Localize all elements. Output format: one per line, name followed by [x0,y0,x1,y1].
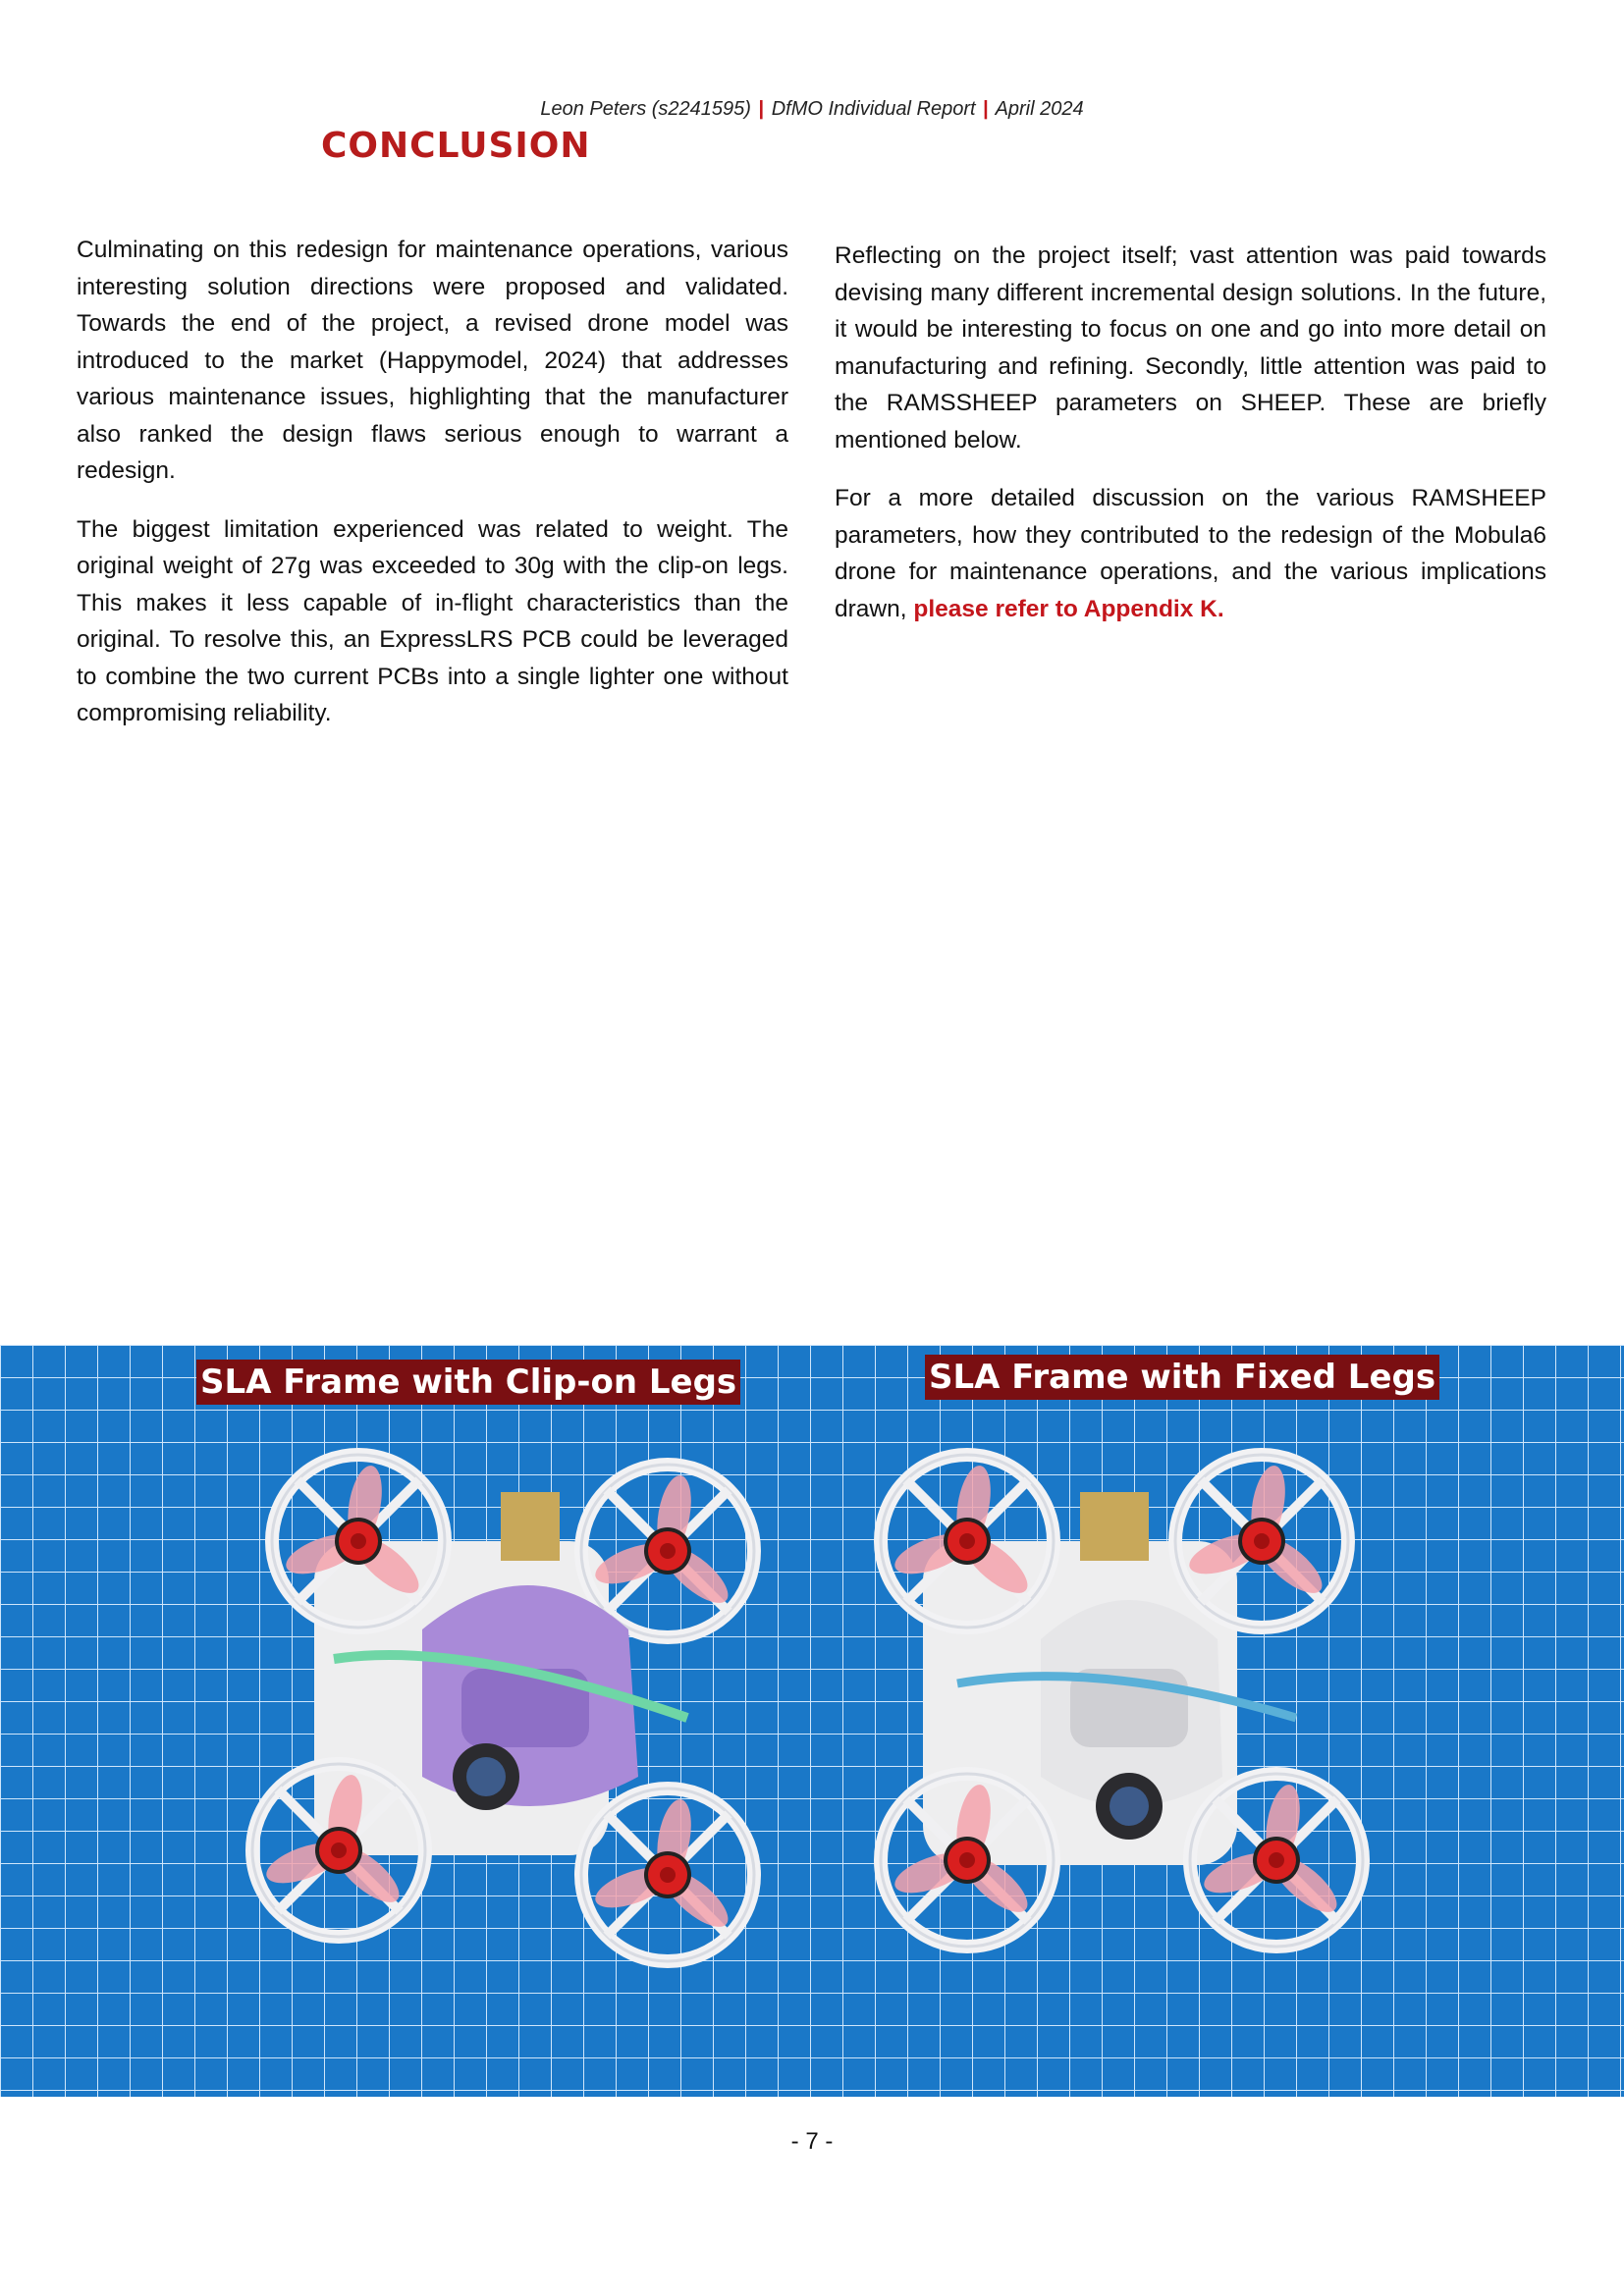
paragraph: Reflecting on the project itself; vast attention was paid towards devising many different incremental design solutions. In the future, it would be interesting to focus on one and go into more detail on manufacturing and refining. Secondly, little attention was paid to the RAMSSHEEP parameters on SHEEP. These are briefly mentioned below. [835,242,1546,454]
running-header [0,98,1624,121]
section-title: CONCLUSION [321,126,591,166]
right-column [835,238,1546,649]
left-column [77,232,788,754]
photo-label-clip-on-legs: SLA Frame with Clip-on Legs [196,1360,740,1405]
appendix-reference-link[interactable]: please refer to Appendix K. [913,595,1224,622]
header-author: Leon Peters (s2241595) [540,98,751,120]
page-number: - 7 - [790,2128,834,2155]
header-separator: | [983,98,989,120]
header-course: DfMO Individual Report [771,98,976,120]
header-separator: | [758,98,765,120]
paragraph: The biggest limitation experienced was related to weight. The original weight of 27g was exceeded to 30g with the clip-on legs. This makes it less capable of in-flight characteristics than the original. To resolve this, an ExpressLRS PCB could be leveraged to combine the two current PCBs into a single lighter one without compromising reliability. [77,515,788,726]
paragraph: Culminating on this redesign for maintenance operations, various interesting solution directions were proposed and validated. Towards the end of the project, a revised drone model was introduced to the market (Happymodel, 2024) that addresses various maintenance issues, highlighting that the manufacturer also ranked the design flaws serious enough to warrant a redesign. [77,237,788,484]
paragraph [835,480,1546,627]
photo-illustration [0,1345,1624,2097]
header-date: April 2024 [995,98,1084,120]
drone-comparison-photo [0,1345,1624,2097]
paragraph-text: For a more detailed discussion on the various RAMSHEEP parameters, how they contributed to the redesign of the Mobula6 drone for maintenance operations, and the various implications drawn, [835,485,1546,622]
photo-label-fixed-legs: SLA Frame with Fixed Legs [925,1355,1439,1400]
